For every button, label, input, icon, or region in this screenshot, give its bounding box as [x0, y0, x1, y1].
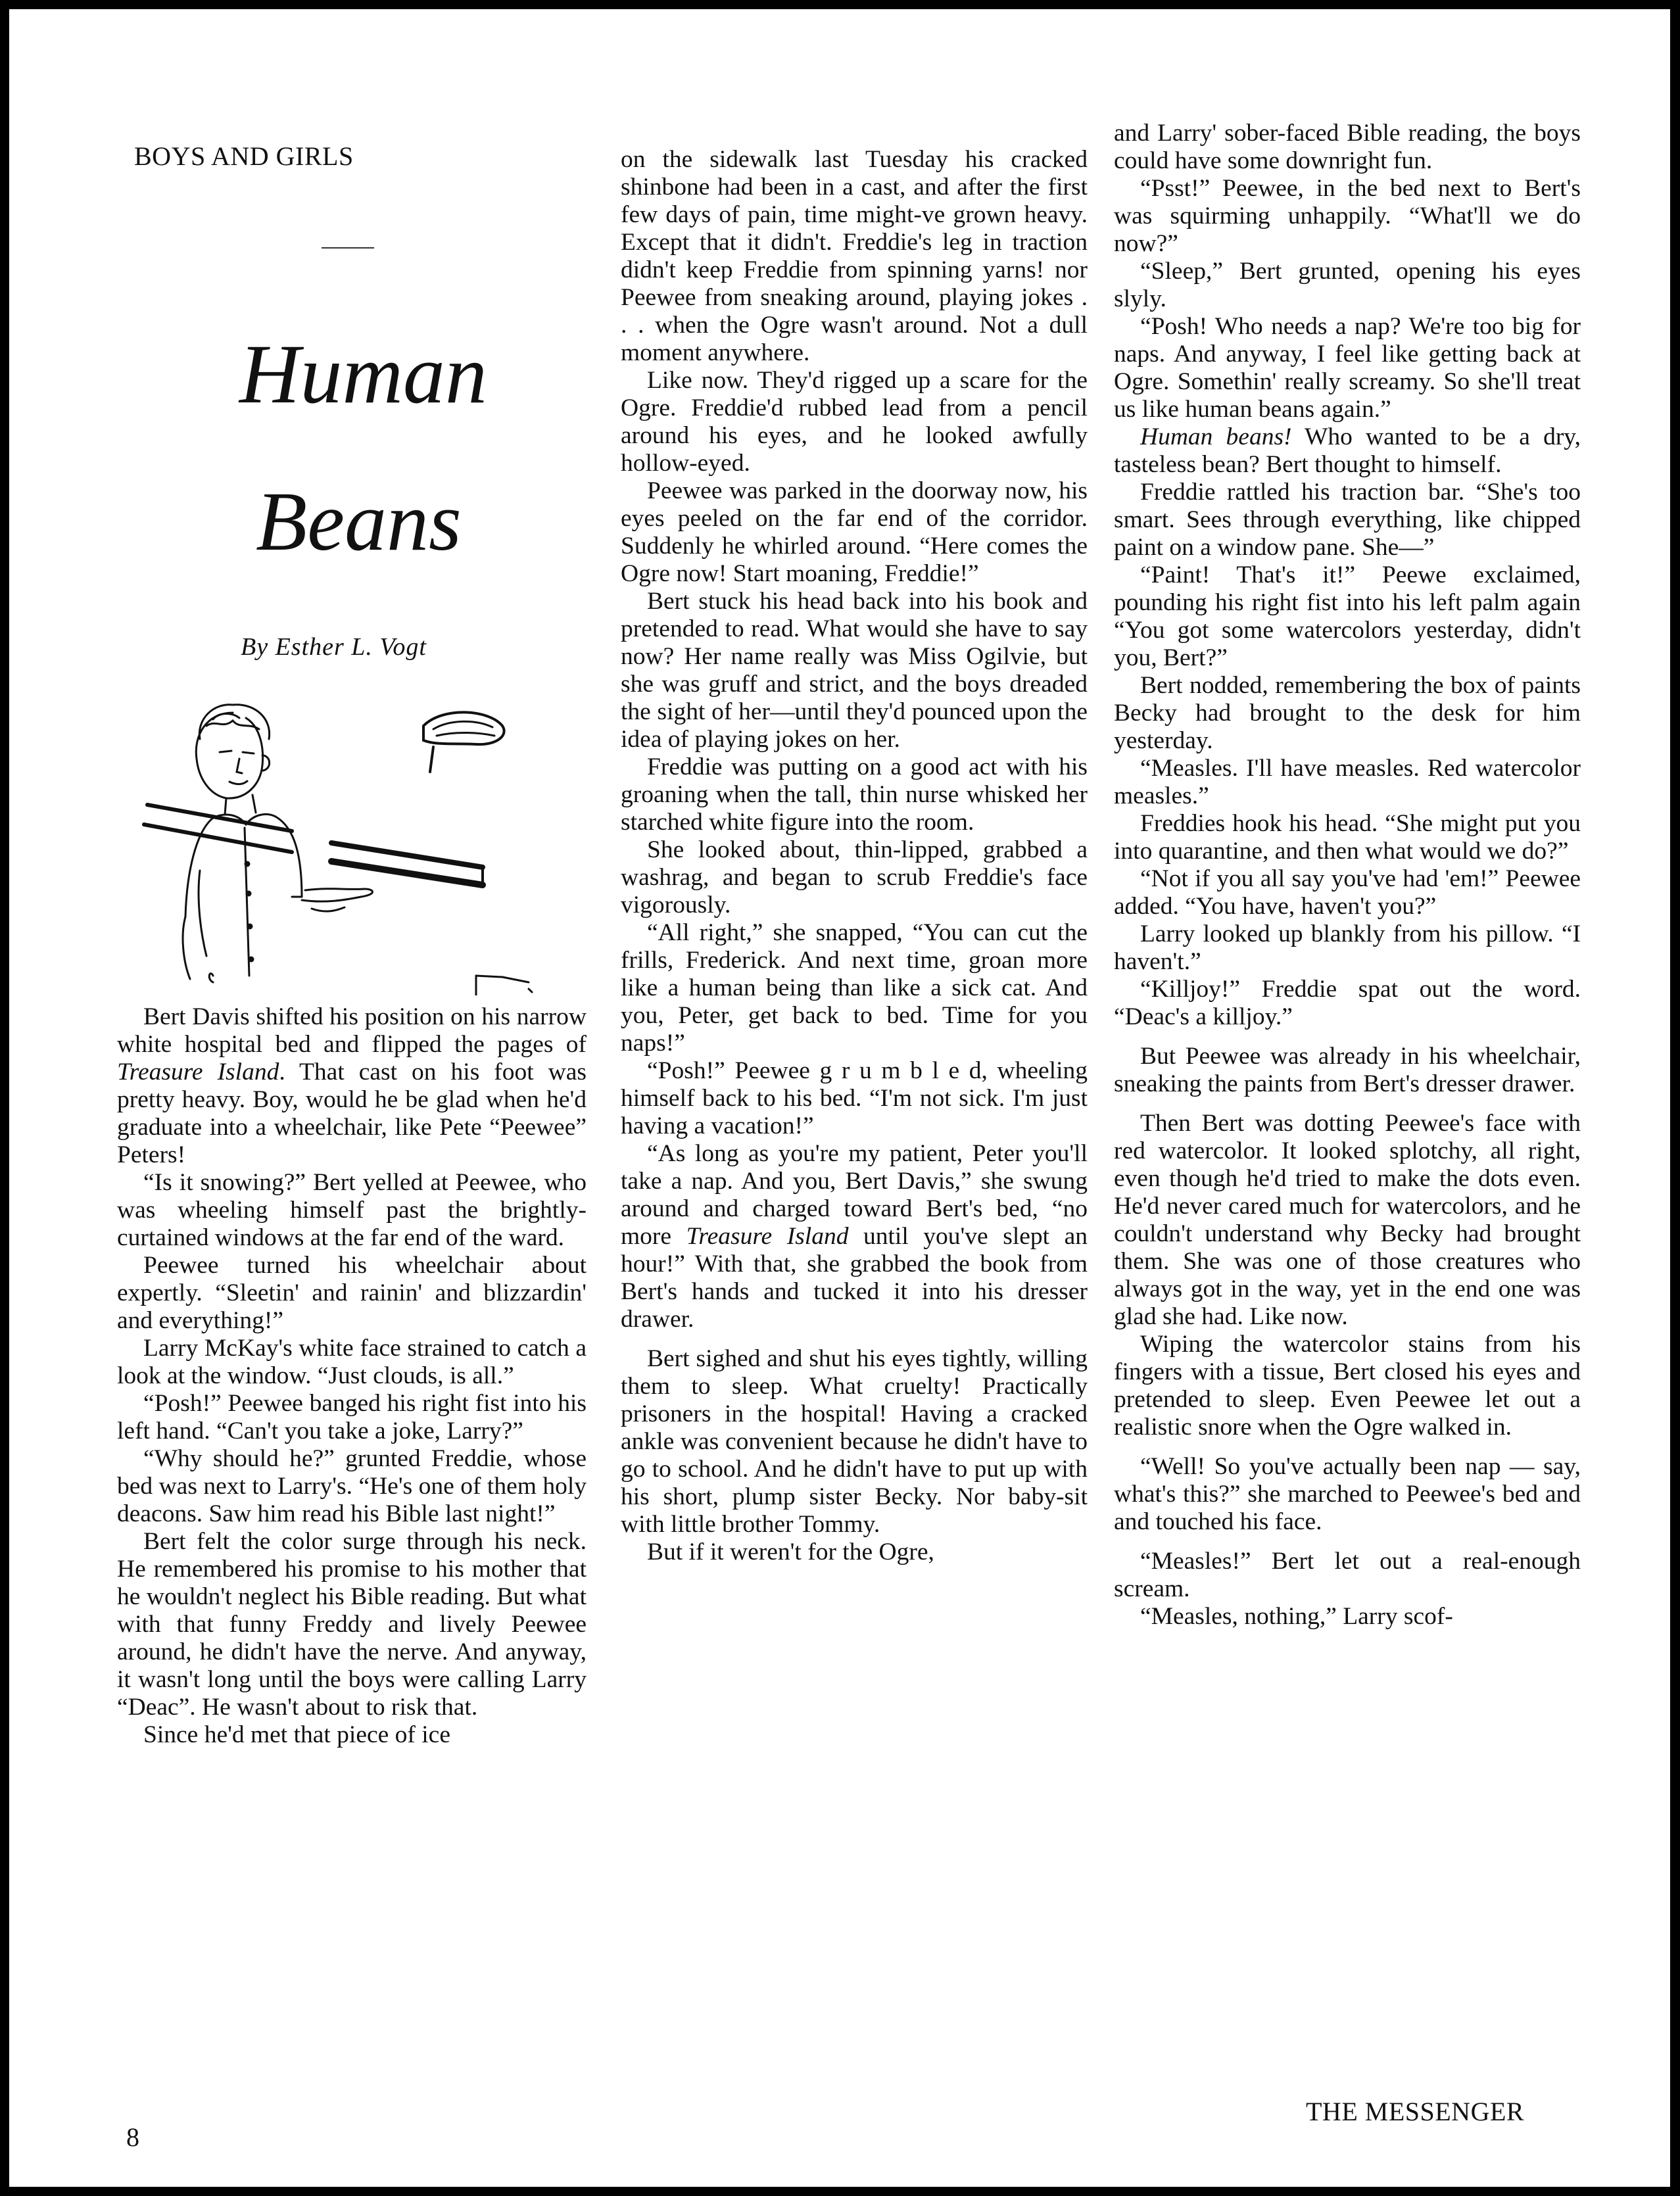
- paragraph: “Is it snowing?” Bert yelled at Peewee, who was wheeling himself past the brightly-curtained windows at the far end of the ward.: [117, 1169, 587, 1251]
- paragraph: She looked about, thin-lipped, grabbed a washrag, and began to scrub Freddie's face vigorously.: [621, 836, 1088, 919]
- paragraph: “Killjoy!” Freddie spat out the word. “Deac's a killjoy.”: [1114, 976, 1581, 1030]
- paragraph: Bert Davis shifted his position on his narrow white hospital bed and flipped the pages of Treasure Island. That cast on his foot was pretty heavy. Boy, would he be glad when he'd graduate into a wheelchair, like Pete “Peewee” Peters!: [117, 1003, 587, 1168]
- byline: By Esther L. Vogt: [241, 633, 427, 661]
- boy-in-hospital-bed-illustration-icon: [134, 700, 562, 995]
- paragraph: Larry McKay's white face strained to catch a look at the window. “Just clouds, is all.”: [117, 1335, 587, 1389]
- paragraph: Peewee was parked in the doorway now, his eyes peeled on the far end of the corridor. Suddenly he whirled around. “Here comes the Ogre now! Start moaning, Freddie!”: [621, 477, 1088, 587]
- paragraph: “Sleep,” Bert grunted, opening his eyes slyly.: [1114, 258, 1581, 312]
- paragraph: “Measles. I'll have measles. Red watercolor measles.”: [1114, 755, 1581, 809]
- paragraph: Like now. They'd rigged up a scare for the Ogre. Freddie'd rubbed lead from a pencil around his eyes, and he looked awfully hollow-eyed.: [621, 367, 1088, 477]
- paragraph: Then Bert was dotting Peewee's face with red watercolor. It looked splotchy, all right, even though he'd tried to make the dots even. He'd never cared much for watercolors, and he couldn't understand why Becky had brought them. She was one of those creatures who always got in the way, yet in the end one was glad she had. Like now.: [1114, 1110, 1581, 1330]
- article-column-3: [1114, 120, 1581, 1631]
- paragraph: “Posh!” Peewee banged his right fist into his left hand. “Can't you take a joke, Larry?”: [117, 1390, 587, 1444]
- paragraph: “As long as you're my patient, Peter you'll take a nap. And you, Bert Davis,” she swung around and charged toward Bert's bed, “no more Treasure Island until you've slept an hour!” With that, she grabbed the book from Bert's hands and tucked it into his dresser drawer.: [621, 1140, 1088, 1333]
- magazine-page: [9, 9, 1670, 2187]
- paragraph: “Posh! Who needs a nap? We're too big for naps. And anyway, I feel like getting back at Ogre. Somethin' really screamy. So she'll treat us like human beans again.”: [1114, 313, 1581, 423]
- paragraph: But if it weren't for the Ogre,: [647, 1539, 934, 1565]
- story-title-line-2: Beans: [256, 475, 462, 568]
- paragraph: “Measles!” Bert let out a real-enough scream.: [1114, 1548, 1581, 1602]
- paragraph: “Measles, nothing,” Larry scof-: [1140, 1603, 1453, 1630]
- paragraph: Bert felt the color surge through his neck. He remembered his promise to his mother that he wouldn't neglect his Bible reading. But what with that funny Freddy and lively Peewee around, he didn't have the nerve. And anyway, it wasn't long until the boys were calling Larry “Deac”. He wasn't about to risk that.: [117, 1528, 587, 1721]
- paragraph: But Peewee was already in his wheelchair, sneaking the paints from Bert's dresser drawer.: [1114, 1043, 1581, 1097]
- paragraph: Bert nodded, remembering the box of paints Becky had brought to the desk for him yesterday.: [1114, 672, 1581, 754]
- paragraph: Wiping the watercolor stains from his fingers with a tissue, Bert closed his eyes and pretended to sleep. Even Peewee let out a realistic snore when the Ogre walked in.: [1114, 1331, 1581, 1441]
- page-number: 8: [126, 2122, 139, 2152]
- paragraph: Human beans! Who wanted to be a dry, tasteless bean? Bert thought to himself.: [1114, 423, 1581, 478]
- publication-name: THE MESSENGER: [1306, 2097, 1525, 2126]
- article-column-1: [117, 1003, 587, 1749]
- paragraph: and Larry' sober-faced Bible reading, the boys could have some downright fun.: [1114, 120, 1581, 174]
- paragraph: “Not if you all say you've had 'em!” Peewee added. “You have, haven't you?”: [1114, 865, 1581, 920]
- paragraph: “Psst!” Peewee, in the bed next to Bert's was squirming unhappily. “What'll we do now?”: [1114, 175, 1581, 257]
- paragraph: Freddies hook his head. “She might put you into quarantine, and then what would we do?”: [1114, 810, 1581, 865]
- paragraph: Larry looked up blankly from his pillow. “I haven't.”: [1114, 920, 1581, 975]
- paragraph: “All right,” she snapped, “You can cut the frills, Frederick. And next time, groan more like a human being than like a sick cat. And you, Peter, get back to bed. Time for you naps!”: [621, 919, 1088, 1057]
- paragraph: “Paint! That's it!” Peewe exclaimed, pounding his right fist into his left palm again “You got some watercolors yesterday, didn't you, Bert?”: [1114, 561, 1581, 671]
- paragraph: Freddie rattled his traction bar. “She's too smart. Sees through everything, like chipped paint on a window pane. She—”: [1114, 479, 1581, 561]
- paragraph: Peewee turned his wheelchair about expertly. “Sleetin' and rainin' and blizzardin' and everything!”: [117, 1252, 587, 1334]
- article-column-2: [621, 146, 1088, 1566]
- paragraph: Bert stuck his head back into his book and pretended to read. What would she have to say now? Her name really was Miss Ogilvie, but she was gruff and strict, and the boys dreaded the sight of her—until they'd pounced upon the idea of playing jokes on her.: [621, 588, 1088, 753]
- paragraph: “Why should he?” grunted Freddie, whose bed was next to Larry's. “He's one of them holy deacons. Saw him read his Bible last night!”: [117, 1445, 587, 1527]
- paragraph: Since he'd met that piece of ice: [143, 1721, 450, 1748]
- section-header: BOYS AND GIRLS: [134, 141, 354, 171]
- paragraph: “Well! So you've actually been nap — say, what's this?” she marched to Peewee's bed and and touched his face.: [1114, 1453, 1581, 1535]
- story-title-line-1: Human: [239, 327, 487, 421]
- paragraph: on the sidewalk last Tuesday his cracked shinbone had been in a cast, and after the first few days of pain, time might-ve grown heavy. Except that it didn't. Freddie's leg in traction didn't keep Freddie from spinning yarns! nor Peewee from sneaking around, playing jokes . . . when the Ogre wasn't around. Not a dull moment anywhere.: [621, 146, 1088, 366]
- paragraph: “Posh!” Peewee g r u m b l e d, wheeling himself back to his bed. “I'm not sick. I'm just having a vacation!”: [621, 1057, 1088, 1139]
- title-rule: [322, 247, 374, 249]
- paragraph: Freddie was putting on a good act with his groaning when the tall, thin nurse whisked her starched white figure into the room.: [621, 753, 1088, 836]
- paragraph: Bert sighed and shut his eyes tightly, willing them to sleep. What cruelty! Practically prisoners in the hospital! Having a cracked ankle was convenient because he didn't have to go to school. And he didn't have to put up with his short, plump sister Becky. Nor baby-sit with little brother Tommy.: [621, 1345, 1088, 1538]
